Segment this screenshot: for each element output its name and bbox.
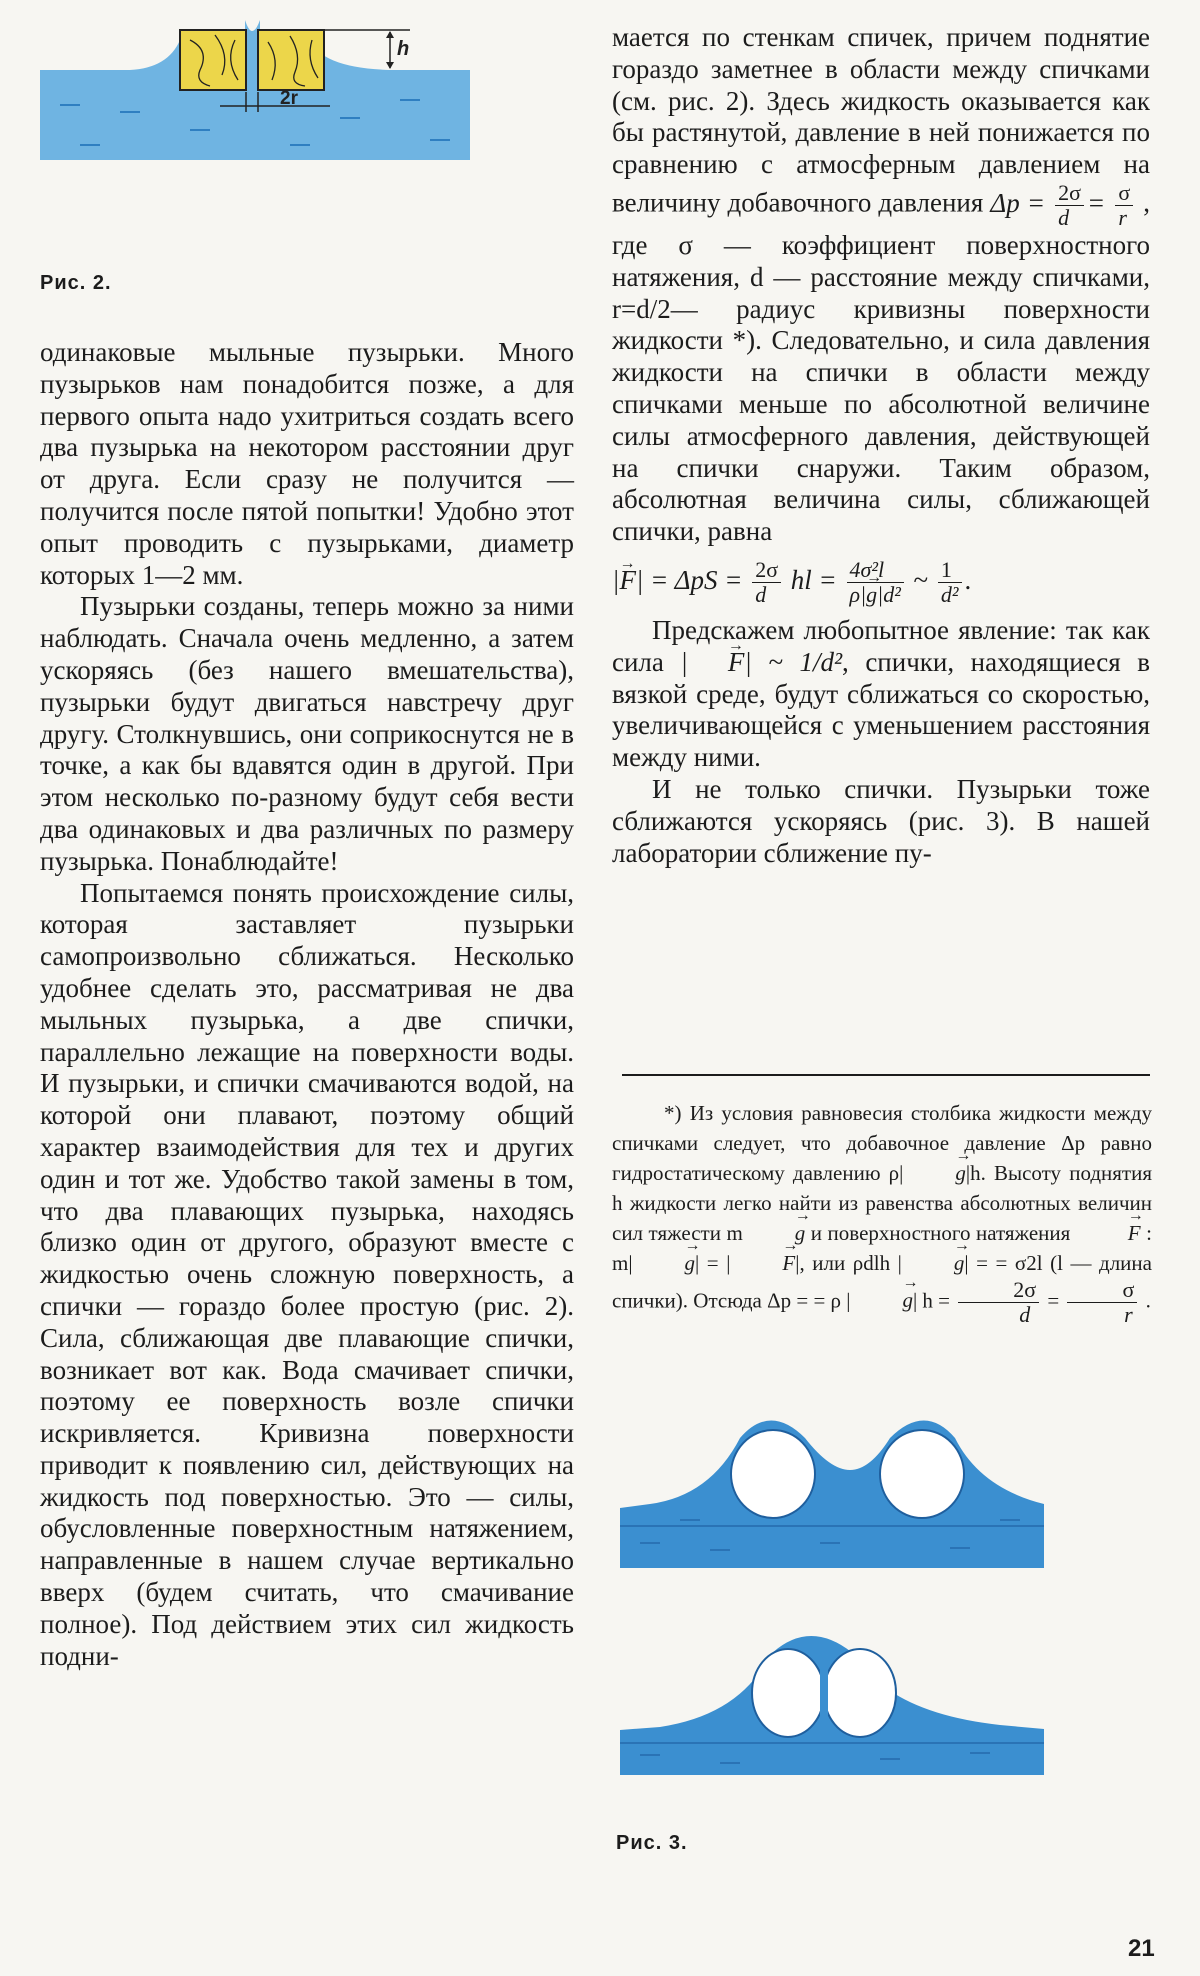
left-column xyxy=(40,337,574,1672)
right-paragraph-1a: мается по стенкам спичек, причем поднятие гораздо заметнее в области между спичками (см. рис. 2). Здесь жидкость оказывается как бы растянутой, давление в ней понижается по сравнению с атмосферным давлением на величину добавочного давления xyxy=(612,22,1150,218)
page-number: 21 xyxy=(1128,1935,1155,1962)
figure-3-separated-bubbles xyxy=(620,1408,1044,1578)
figure-3-merged-bubbles xyxy=(620,1625,1044,1775)
figure-3-caption: Рис. 3. xyxy=(616,1832,688,1854)
figure-2-label-h: h xyxy=(397,38,410,60)
right-paragraph-2b: , спички, находящиеся в вязкой среде, будут сближаться со скоростью, увеличивающейся с уменьшением расстояния между ними. xyxy=(612,646,1150,773)
figure-2-matches-diagram xyxy=(40,0,470,160)
right-paragraph-2a: Предскажем любопытное явление: так как сила xyxy=(612,614,1150,677)
left-paragraph-1: одинаковые мыльные пузырьки. Много пузырьков нам понадобится позже, а для первого опыта надо ухитриться создать всего два пузырька на некотором расстоянии друг от друга. Если сразу не получится — получится после пятой попытки! Удобно этот опыт проводить с пузырьками, диаметр которых 1—2 мм. xyxy=(40,337,574,590)
figure-2-label-2r: 2r xyxy=(280,88,298,109)
right-paragraph-3: И не только спички. Пузырьки тоже сближаются ускоряясь (рис. 3). В нашей лаборатории сближение пу- xyxy=(612,773,1150,868)
formula-pressure: Δp = $\frac{2\sigma}{d}$ = $\frac{\sigma}{r}$ xyxy=(990,188,1143,218)
right-column xyxy=(612,22,1150,869)
left-paragraph-3: Попытаемся понять происхождение силы, которая заставляет пузырьки самопроизвольно сближаться. Несколько удобнее сделать это, рассматривая не два мыльных пузырька, а две спички, параллельно лежащие на поверхности воды. И пузырьки, и спички смачиваются водой, на которой они плавают, поэтому общий характер взаимодействия для тех и других один и тот же. Удобство такой замены в том, что два плавающих пузырька, находясь близко один от другого, образуют вместе с жидкостью очень сложную поверхность, а спички — гораздо более простую (рис. 2). Сила, сближающая две плавающие спички, возникает вот как. Вода смачивает спички, поэтому ее поверхность возле спички искривляется. Кривизна поверхности приводит к появлению сил, действующих на жидкость под поверхностью. Это — силы, обусловленные поверхностным натяжением, направленные в нашем случае вертикально вверх (будем считать, что смачивание полное). Под действием этих сил жидкость подни- xyxy=(40,877,574,1671)
footnote-divider xyxy=(622,1074,1150,1076)
footnote: *) Из условия равновесия столбика жидкости между спичками следует, что добавочное давление Δp равно гидростатическому давлению ρ|→ g|h. Высоту поднятия h жидкости легко найти из равенства абсолютных величин сил тяжести m→ g и поверхностного натяжения → F : m|→ g| = |→ F|, или ρdlh |→ g| = = σ2l (l — длина спички). Отсюда Δp = = ρ |→ g| h = $\frac{2\sigma}{d}$ = $\frac{\sigma}{r}$ . xyxy=(612,1098,1152,1327)
formula-force: |→ F| = ΔpS = $\frac{2\sigma}{d}$ hl = $\frac{\text{4σ²l}}{\text{ρ|→ g|d²}}$ ~ $\frac{1}{\text{d²}}$ . xyxy=(612,558,1150,607)
right-paragraph-1b: , где σ — коэффициент поверхностного натяжения, d — расстояние между спичками, r=d/2— радиус кривизны поверхности жидкости *). Следовательно, и сила давления жидкости на спички в области между спичками меньше по абсолютной величине силы атмосферного давления, действующей на спички снаружи. Таким образом, абсолютная величина силы, сближающей спички, равна xyxy=(612,187,1151,547)
formula-force-proportional: |→ F| ~ 1/d² xyxy=(680,647,842,677)
left-paragraph-2: Пузырьки созданы, теперь можно за ними наблюдать. Сначала очень медленно, а затем ускоряясь (без нашего вмешательства), пузырьки будут двигаться навстречу друг другу. Столкнувшись, они соприкоснутся не в точке, а как бы вдавятся один в другой. При этом несколько по-разному будут себя вести два одинаковых и два различных по размеру пузырька. Понаблюдайте! xyxy=(40,591,574,876)
figure-2-caption: Рис. 2. xyxy=(40,272,112,294)
